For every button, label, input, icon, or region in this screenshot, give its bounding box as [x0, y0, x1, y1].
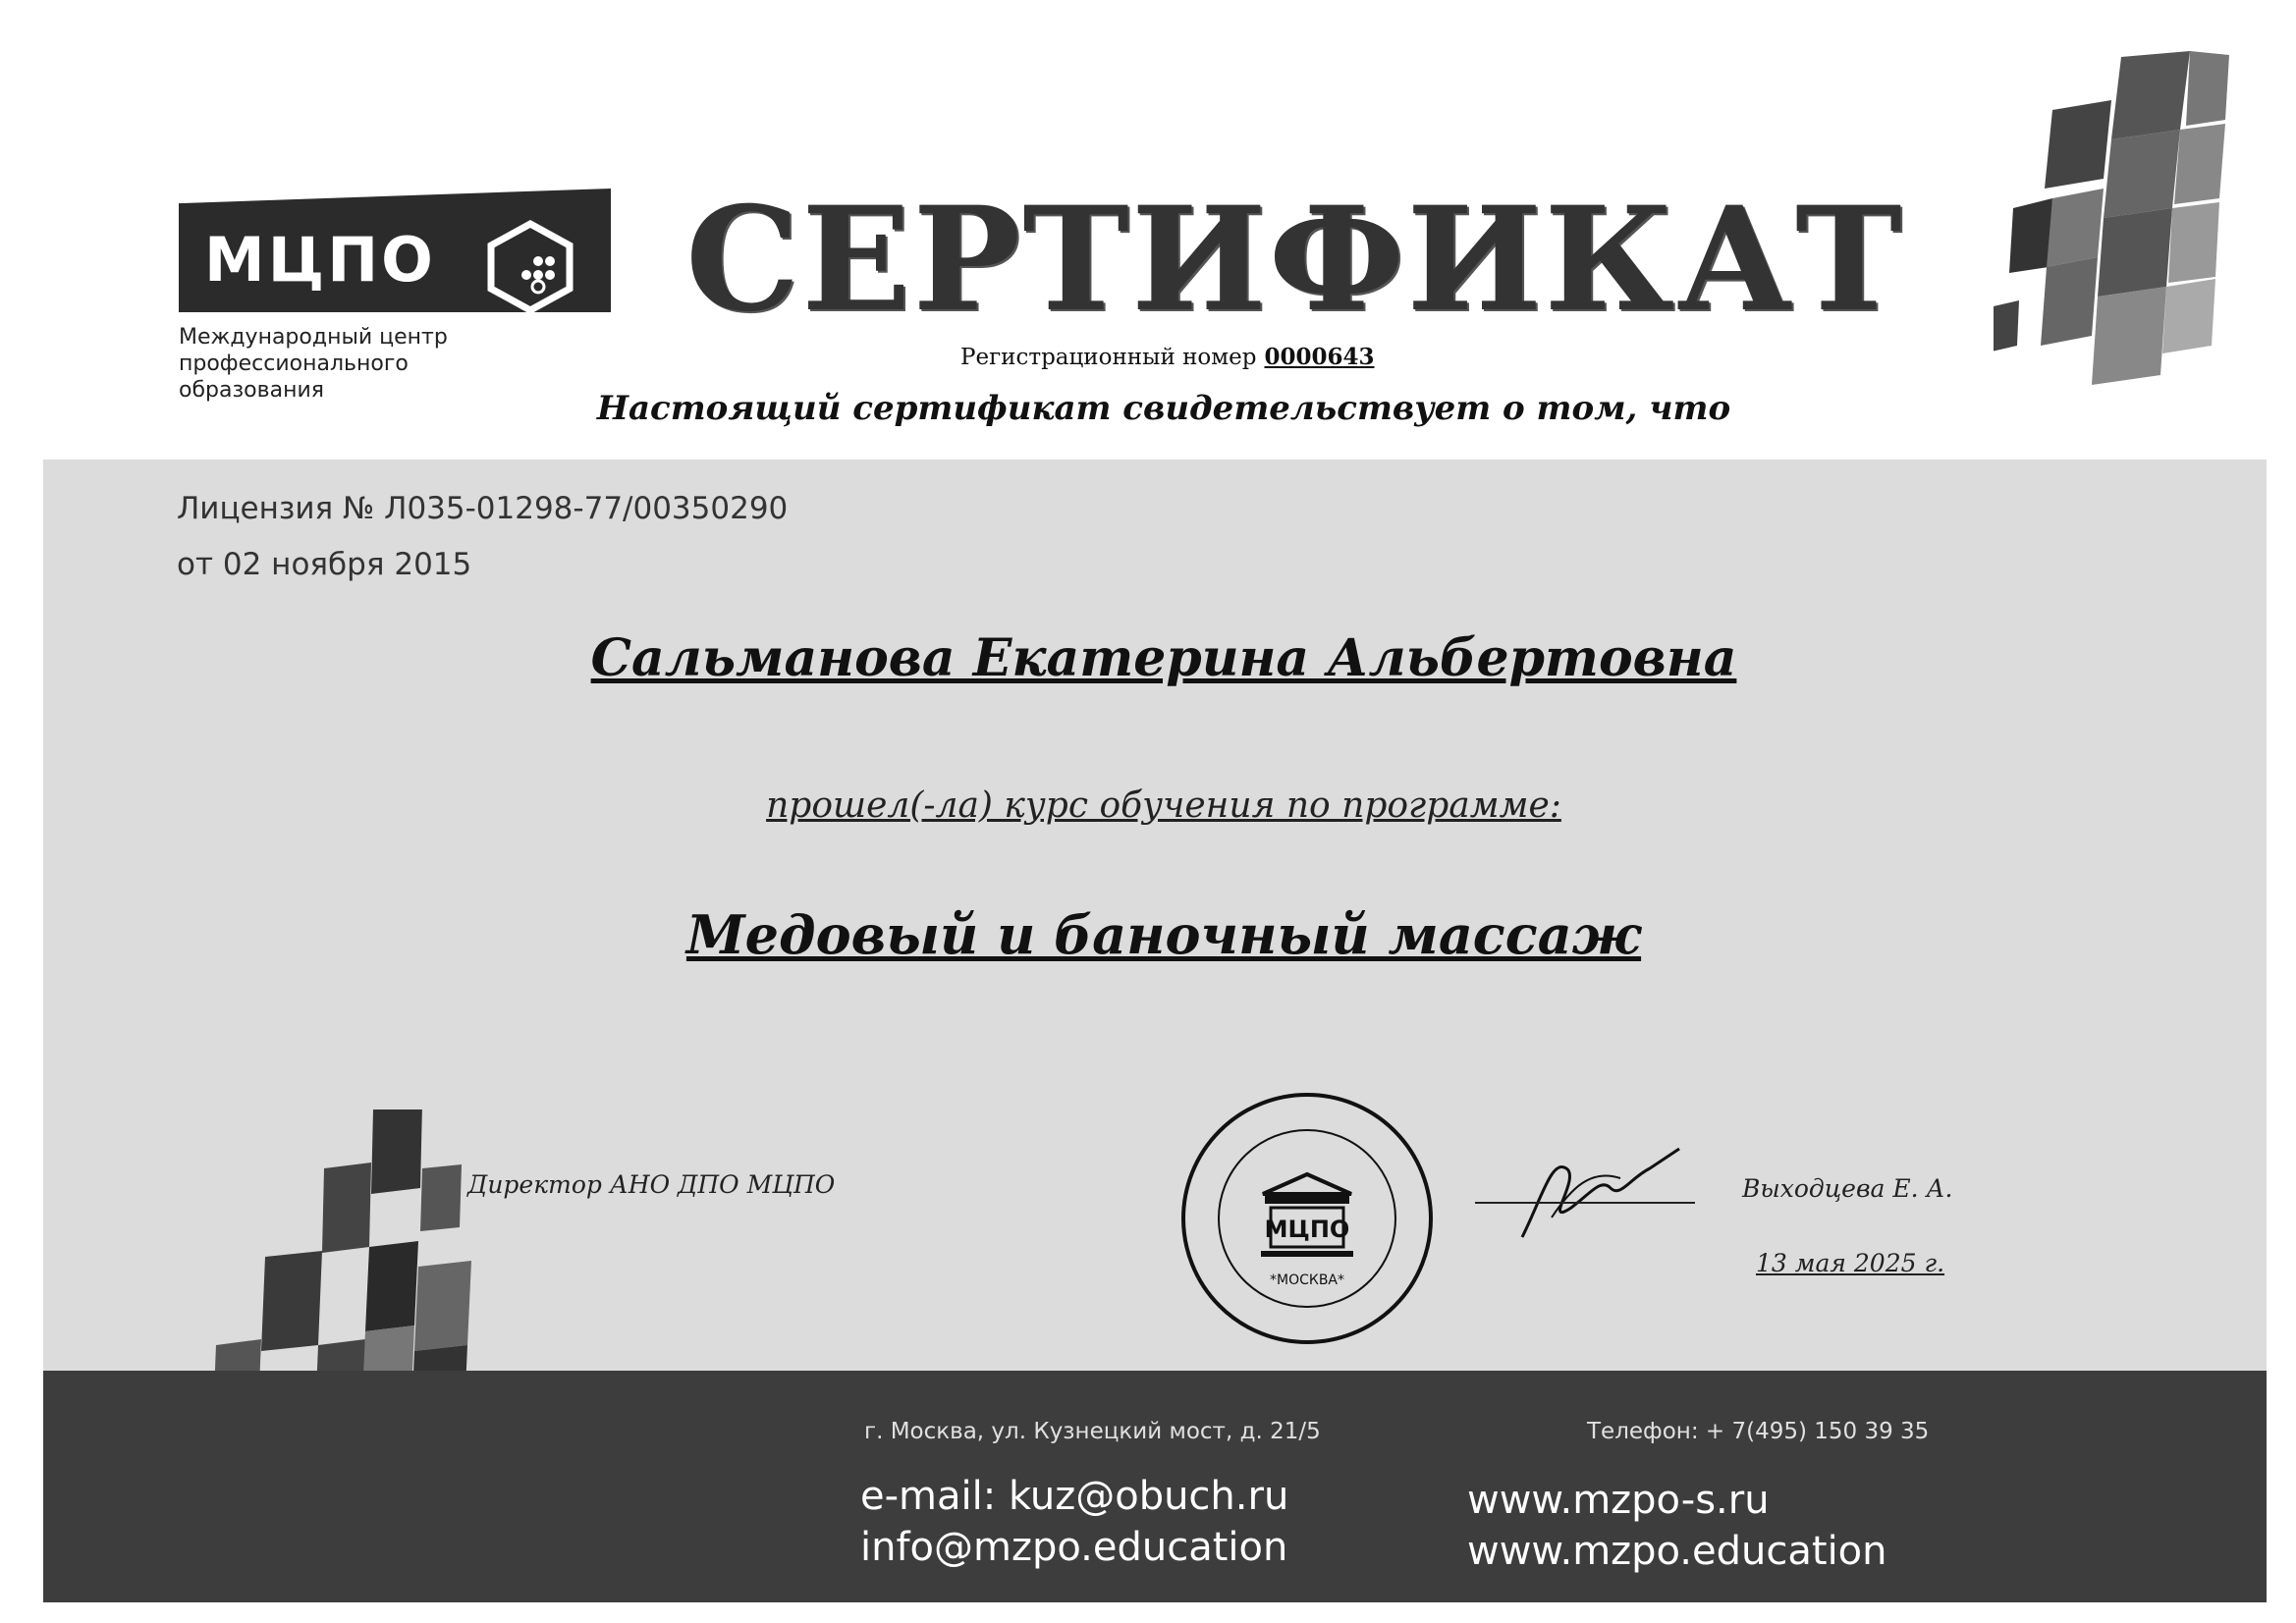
logo-caption-line: профессионального: [179, 352, 409, 376]
passed-text: прошел(-ла) курс обучения по программе:: [766, 785, 1561, 826]
registration-number: [960, 344, 1375, 370]
footer-website: www.mzpo.education: [1467, 1529, 1887, 1574]
seal-stamp: [1176, 1088, 1438, 1349]
logo-caption-line: Международный центр: [179, 325, 448, 350]
footer-email: info@mzpo.education: [860, 1525, 1288, 1570]
footer-websites: [1467, 1475, 1887, 1577]
footer-email: e-mail: kuz@obuch.ru: [860, 1474, 1289, 1519]
seal-city: *МОСКВА*: [1270, 1272, 1344, 1288]
intro-text: Настоящий сертификат свидетельствует о том, что: [596, 389, 1731, 428]
signature-scribble: [1512, 1139, 1689, 1257]
logo-brand: МЦПО: [204, 224, 436, 296]
registration-value: 0000643: [1264, 344, 1375, 370]
license-number: Лицензия № Л035-01298-77/00350290: [177, 491, 789, 526]
certificate-title: СЕРТИФИКАТ: [685, 176, 1904, 344]
decorative-mosaic: [1994, 51, 2239, 405]
footer-phone: Телефон: + 7(495) 150 39 35: [1587, 1419, 1930, 1444]
registration-label: Регистрационный номер: [960, 345, 1257, 370]
logo-caption-line: образования: [179, 378, 324, 403]
license-date: от 02 ноября 2015: [177, 547, 472, 582]
program-name: Медовый и баночный массаж: [685, 903, 1642, 966]
license-info: [177, 481, 788, 593]
recipient-name: Сальманова Екатерина Альбертовна: [590, 628, 1737, 688]
seal-center-text: МЦПО: [1264, 1216, 1350, 1243]
footer-emails: [860, 1471, 1288, 1573]
issue-date: 13 мая 2025 г.: [1756, 1249, 1945, 1277]
signer-name: Выходцева Е. А.: [1742, 1174, 1953, 1203]
footer-website: www.mzpo-s.ru: [1467, 1478, 1770, 1523]
signature-line: [1475, 1202, 1695, 1204]
director-title: Директор АНО ДПО МЦПО: [467, 1170, 836, 1199]
logo-hexagon-icon: [483, 220, 577, 314]
footer-address: г. Москва, ул. Кузнецкий мост, д. 21/5: [864, 1419, 1321, 1444]
